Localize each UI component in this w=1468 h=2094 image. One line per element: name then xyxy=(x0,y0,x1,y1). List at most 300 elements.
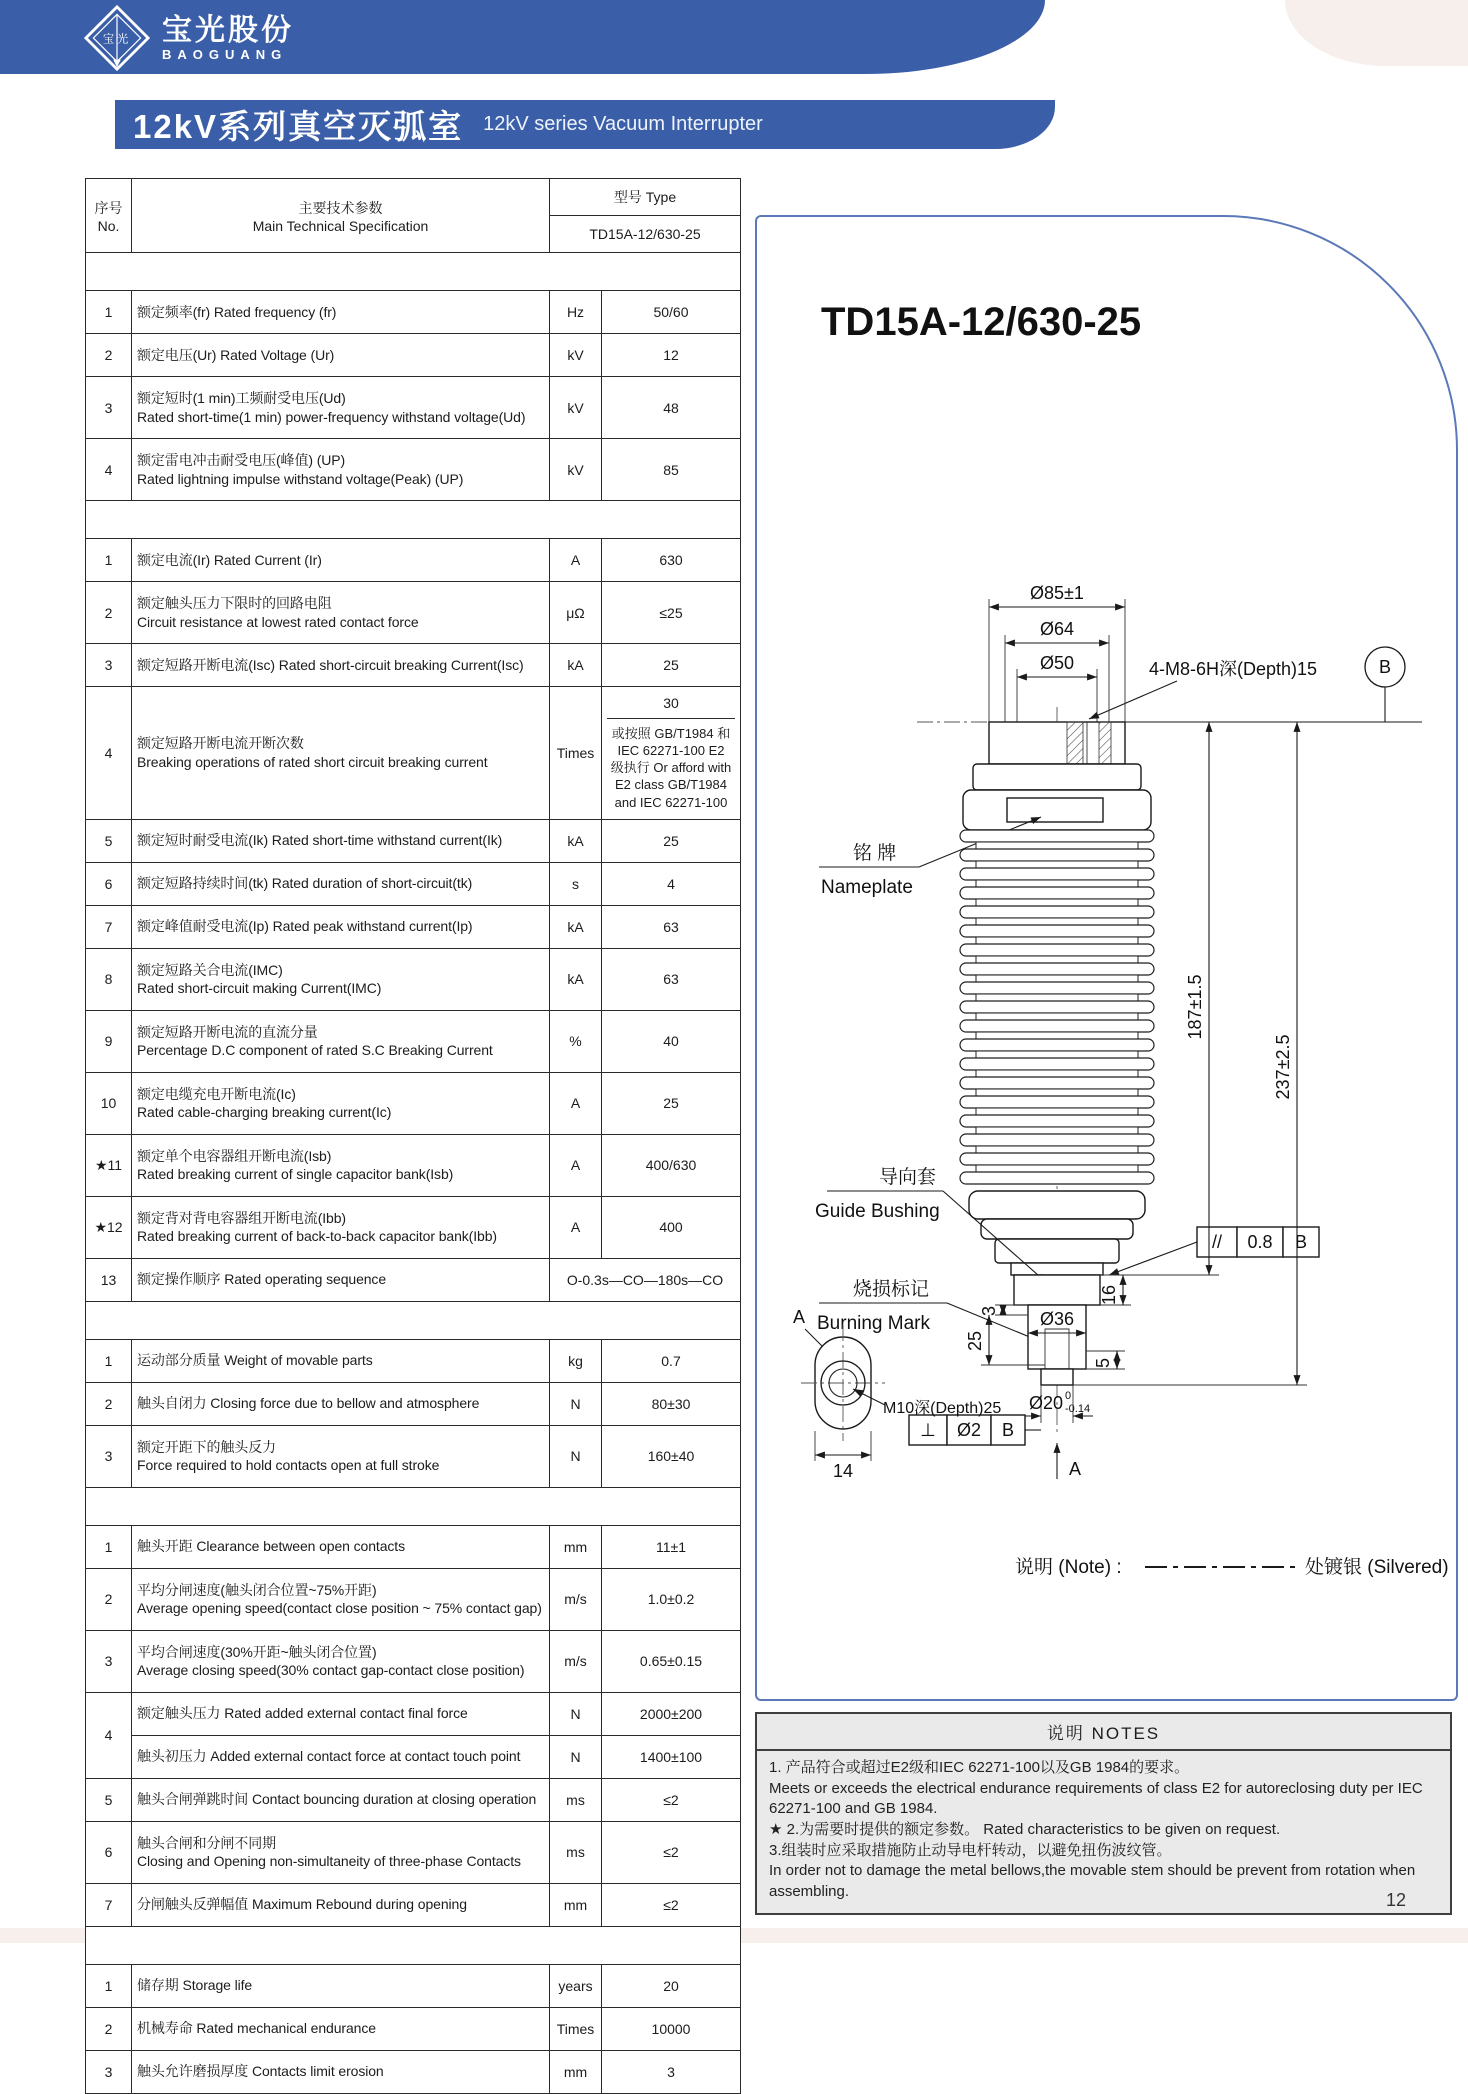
spec-unit: A xyxy=(550,539,602,582)
spec-name-line: 触头合闸弹跳时间 Contact bouncing duration at closing operation xyxy=(137,1791,537,1808)
spec-unit: ms xyxy=(550,1778,602,1821)
ceramic-fin-waist xyxy=(976,1070,1138,1077)
spec-name-line: Percentage D.C component of rated S.C Breaking Current xyxy=(137,1042,493,1059)
spec-value: 0.7 xyxy=(602,1339,741,1382)
drawing-model-title: TD15A-12/630-25 xyxy=(821,300,1142,344)
spec-unit: N xyxy=(550,1735,602,1778)
spec-unit: mm xyxy=(550,2050,602,2093)
dim-d20-tol-bottom: -0.14 xyxy=(1065,1403,1091,1415)
col-header-spec xyxy=(132,179,550,253)
spec-name-line: Rated breaking current of single capacitor bank(Isb) xyxy=(137,1166,454,1183)
table-row xyxy=(86,1134,741,1196)
burning-mark-label-cn: 烧损标记 xyxy=(853,1279,930,1300)
ceramic-fin-waist xyxy=(976,861,1138,868)
stem-upper-block xyxy=(1014,1275,1100,1305)
spec-name-line: 触头初压力 Added external contact force at contact touch point xyxy=(137,1748,521,1765)
spec-no: 3 xyxy=(86,2050,132,2093)
table-row xyxy=(86,1382,741,1425)
spec-value-merged: O-0.3s—CO—180s—CO xyxy=(550,1258,741,1301)
view-a-m10-label: M10深(Depth)25 xyxy=(883,1400,1002,1417)
spec-unit: N xyxy=(550,1692,602,1735)
perpendicularity-frame xyxy=(909,1415,1041,1445)
section-cut-a xyxy=(1057,1443,1081,1479)
table-row xyxy=(86,1630,741,1692)
spec-value: 80±30 xyxy=(602,1382,741,1425)
table-row xyxy=(86,862,741,905)
table-row xyxy=(86,948,741,1010)
spec-name xyxy=(132,1425,550,1487)
brand-block xyxy=(84,5,294,71)
notes-body xyxy=(757,1751,1450,1913)
spec-no: 5 xyxy=(86,1778,132,1821)
dim-16-label: 16 xyxy=(1099,1284,1119,1306)
spec-name-line: 额定背对背电容器组开断电流(Ibb) xyxy=(137,1209,346,1226)
table-row xyxy=(86,377,741,439)
dim-d20-tol-top: 0 xyxy=(1065,1390,1072,1402)
spec-value: 85 xyxy=(602,439,741,501)
table-row xyxy=(86,1010,741,1072)
table-row xyxy=(86,819,741,862)
par-symbol: // xyxy=(1211,1232,1223,1252)
ceramic-fin xyxy=(960,1096,1154,1108)
table-row xyxy=(86,1735,741,1778)
view-a-label: A xyxy=(793,1307,806,1327)
dim-25-label: 25 xyxy=(965,1330,985,1352)
ceramic-fin xyxy=(960,963,1154,975)
spec-no: 13 xyxy=(86,1258,132,1301)
col-header-no-cn: 序号 xyxy=(94,199,123,216)
table-row xyxy=(86,1778,741,1821)
col-header-type: 型号 Type xyxy=(550,179,741,216)
spec-no: 1 xyxy=(86,1339,132,1382)
table-row xyxy=(86,1821,741,1883)
spec-unit: m/s xyxy=(550,1568,602,1630)
ceramic-fin-waist xyxy=(976,937,1138,944)
ceramic-fin xyxy=(960,830,1154,842)
spec-name-line: 额定单个电容器组开断电流(Isb) xyxy=(137,1147,332,1164)
table-row xyxy=(86,334,741,377)
spec-value-split-bottom: 或按照 GB/T1984 和 IEC 62271-100 E2 级执行 Or afford with E2 class GB/T1984 and IEC 62271-100 xyxy=(610,726,732,810)
datum-b xyxy=(1365,647,1405,722)
col-header-spec-cn: 主要技术参数 xyxy=(298,199,383,216)
baoguang-logo xyxy=(84,5,150,71)
spec-name-line: 额定电流(Ir) Rated Current (Ir) xyxy=(137,551,322,568)
spec-name xyxy=(132,1258,550,1301)
spec-unit: % xyxy=(550,1010,602,1072)
spec-no: ★12 xyxy=(86,1196,132,1258)
spec-name xyxy=(132,377,550,439)
bottom-cap-3 xyxy=(995,1239,1119,1263)
ceramic-fin-waist xyxy=(976,880,1138,887)
bottom-cap-1 xyxy=(969,1191,1145,1219)
spec-no: 3 xyxy=(86,1425,132,1487)
section-row xyxy=(86,253,741,291)
spec-value: 25 xyxy=(602,819,741,862)
spec-name-line: 运动部分质量 Weight of movable parts xyxy=(137,1352,373,1369)
spec-value: 12 xyxy=(602,334,741,377)
spec-unit: kA xyxy=(550,948,602,1010)
section-header: 机械参数 MECHANICAL DATA xyxy=(86,1301,741,1339)
spec-name-line: 额定触头压力 Rated added external contact final force xyxy=(137,1705,468,1722)
ceramic-fin-waist xyxy=(976,1089,1138,1096)
spec-name-line: 额定操作顺序 Rated operating sequence xyxy=(137,1271,387,1288)
ceramic-fin-waist xyxy=(976,899,1138,906)
spec-name-line: 额定短路开断电流开断次数 xyxy=(137,735,304,752)
brand-name-en: BAOGUANG xyxy=(162,47,288,62)
burning-mark-label-en: Burning Mark xyxy=(817,1313,930,1334)
spec-name xyxy=(132,1568,550,1630)
spec-unit: m/s xyxy=(550,1630,602,1692)
spec-name-line: Breaking operations of rated short circuit breaking current xyxy=(137,753,488,770)
ceramic-fin-waist xyxy=(976,918,1138,925)
spec-name xyxy=(132,439,550,501)
bottom-cap-2 xyxy=(981,1219,1133,1239)
spec-value: 50/60 xyxy=(602,291,741,334)
section-row xyxy=(86,1926,741,1964)
spec-value: 1.0±0.2 xyxy=(602,1568,741,1630)
table-row xyxy=(86,439,741,501)
spec-no: 2 xyxy=(86,1382,132,1425)
spec-value: 25 xyxy=(602,1072,741,1134)
spec-name xyxy=(132,1735,550,1778)
spec-unit: A xyxy=(550,1072,602,1134)
spec-no: 1 xyxy=(86,539,132,582)
spec-name-line: Circuit resistance at lowest rated contact force xyxy=(137,613,419,630)
spec-value: 2000±200 xyxy=(602,1692,741,1735)
table-row xyxy=(86,1525,741,1568)
ceramic-fin-waist xyxy=(976,842,1138,849)
spec-unit: kV xyxy=(550,377,602,439)
ceramic-fin xyxy=(960,887,1154,899)
spec-name-line: 额定短时耐受电流(Ik) Rated short-time withstand current(Ik) xyxy=(137,832,503,849)
spec-no: 2 xyxy=(86,582,132,644)
spec-value: 63 xyxy=(602,905,741,948)
spec-unit: ms xyxy=(550,1821,602,1883)
dim-d50-label: Ø50 xyxy=(1039,653,1075,673)
table-row xyxy=(86,582,741,644)
flange-hatch-right xyxy=(1099,722,1111,764)
corner-decoration xyxy=(1285,0,1468,66)
ceramic-fin xyxy=(960,906,1154,918)
note-line: ★ 2.为需要时提供的额定参数。 Rated characteristics to be given on request. xyxy=(769,1821,1281,1839)
ceramic-fin xyxy=(960,1134,1154,1146)
spec-name-line: 额定开距下的触头反力 xyxy=(137,1438,276,1455)
silvered-note xyxy=(1015,1556,1449,1578)
spec-name xyxy=(132,1382,550,1425)
spec-unit: N xyxy=(550,1425,602,1487)
flange-hatch-left xyxy=(1067,722,1083,764)
brand-text xyxy=(162,14,294,62)
spec-name-line: Rated lightning impulse withstand voltage(Peak) (UP) xyxy=(137,470,464,487)
dim-d85-label: Ø85±1 xyxy=(1030,583,1084,603)
dim-237-label: 237±2.5 xyxy=(1273,1034,1293,1100)
technical-drawing xyxy=(757,217,1452,1695)
spec-no: 2 xyxy=(86,334,132,377)
note-line: 1. 产品符合或超过E2级和IEC 62271-100以及GB 1984的要求。 xyxy=(769,1759,1190,1776)
table-row xyxy=(86,1258,741,1301)
ceramic-fin xyxy=(960,1077,1154,1089)
spec-name xyxy=(132,334,550,377)
col-header-no xyxy=(86,179,132,253)
spec-unit: mm xyxy=(550,1883,602,1926)
ceramic-fin-waist xyxy=(976,956,1138,963)
spec-value: 400/630 xyxy=(602,1134,741,1196)
ceramic-fin xyxy=(960,1020,1154,1032)
spec-unit: kV xyxy=(550,334,602,377)
spec-name-line: Rated short-circuit making Current(IMC) xyxy=(137,980,382,997)
col-header-spec-en: Main Technical Specification xyxy=(252,217,429,234)
note-line: 3.组装时应采取措施防止动导电杆转动，以避免扭伤波纹管。 xyxy=(769,1841,1172,1859)
spec-value: 160±40 xyxy=(602,1425,741,1487)
spec-name-line: 额定触头压力下限时的回路电阻 xyxy=(137,594,332,611)
table-row xyxy=(86,1964,741,2007)
spec-value: 0.65±0.15 xyxy=(602,1630,741,1692)
spec-name xyxy=(132,1134,550,1196)
dimension-5 xyxy=(1086,1351,1125,1369)
ceramic-fin xyxy=(960,1039,1154,1051)
page-title-cn: 12kV系列真空灭弧室 xyxy=(133,108,464,145)
stem-collar-d20 xyxy=(1041,1369,1073,1385)
note-line: Meets or exceeds the electrical endurance requirements of class E2 for autoreclosing duty per IEC 62271-100 and GB 1984. xyxy=(769,1779,1423,1818)
spec-name-line: 触头合闸和分闸不同期 xyxy=(137,1834,276,1851)
nameplate-rect xyxy=(1007,798,1103,822)
spec-name-line: 分闸触头反弹幅值 Maximum Rebound during opening xyxy=(137,1896,467,1913)
spec-name xyxy=(132,1072,550,1134)
spec-name xyxy=(132,1964,550,2007)
par-datum: B xyxy=(1294,1232,1308,1252)
spec-value: 1400±100 xyxy=(602,1735,741,1778)
spec-name xyxy=(132,1821,550,1883)
spec-no: 4 xyxy=(86,1692,132,1778)
notes-box xyxy=(755,1712,1452,1915)
spec-unit: years xyxy=(550,1964,602,2007)
section-header: 寿命 LIFE xyxy=(86,1926,741,1964)
spec-unit: Hz xyxy=(550,291,602,334)
spec-name xyxy=(132,1692,550,1735)
section-row xyxy=(86,1487,741,1525)
nameplate-label-en: Nameplate xyxy=(821,877,913,898)
spec-unit: kg xyxy=(550,1339,602,1382)
page-title-bar xyxy=(115,100,1055,149)
ceramic-bellows xyxy=(960,830,1154,1184)
spec-value: ≤2 xyxy=(602,1821,741,1883)
spec-no: 1 xyxy=(86,1964,132,2007)
logo-glyphs: 宝光 xyxy=(102,33,132,46)
spec-no: 2 xyxy=(86,1568,132,1630)
ceramic-fin xyxy=(960,944,1154,956)
spec-name xyxy=(132,1883,550,1926)
spec-name-line: 额定短路开断电流的直流分量 xyxy=(137,1023,318,1040)
section-cut-a-label: A xyxy=(1069,1459,1082,1479)
dimension-16 xyxy=(1099,1275,1131,1305)
ceramic-fin xyxy=(960,1172,1154,1184)
spec-no: 9 xyxy=(86,1010,132,1072)
table-row xyxy=(86,687,741,820)
spec-no: 4 xyxy=(86,439,132,501)
spec-name xyxy=(132,2050,550,2093)
spec-no: 1 xyxy=(86,291,132,334)
spec-no: ★11 xyxy=(86,1134,132,1196)
spec-unit: A xyxy=(550,1134,602,1196)
dim-3-label: 3 xyxy=(979,1305,999,1317)
ceramic-fin xyxy=(960,868,1154,880)
spec-unit: Times xyxy=(550,687,602,820)
spec-value-split xyxy=(602,687,741,820)
spec-value: 4 xyxy=(602,862,741,905)
spec-name xyxy=(132,582,550,644)
spec-name xyxy=(132,905,550,948)
spec-name xyxy=(132,1196,550,1258)
spec-unit: s xyxy=(550,862,602,905)
col-header-no-en: No. xyxy=(97,217,120,234)
dim-d20-label: Ø20 xyxy=(1028,1393,1063,1413)
spec-name-line: 额定短路持续时间(tk) Rated duration of short-circuit(tk) xyxy=(137,875,473,892)
spec-name xyxy=(132,1010,550,1072)
table-row xyxy=(86,1425,741,1487)
ceramic-fin-waist xyxy=(976,1013,1138,1020)
spec-name-line: 触头自闭力 Closing force due to bellow and atmosphere xyxy=(137,1395,480,1412)
ceramic-fin xyxy=(960,1115,1154,1127)
spec-value: 48 xyxy=(602,377,741,439)
datum-b-label: B xyxy=(1378,657,1392,677)
spec-no: 7 xyxy=(86,1883,132,1926)
perp-symbol: ⊥ xyxy=(920,1420,936,1440)
silvered-note-suffix: 处镀银 (Silvered) xyxy=(1305,1557,1449,1578)
spec-name xyxy=(132,948,550,1010)
spec-name xyxy=(132,2007,550,2050)
dimension-3 xyxy=(979,1305,1028,1316)
note-line: In order not to damage the metal bellows,the movable stem should be prevent from rotation when assembling. xyxy=(769,1862,1416,1901)
spec-no: 7 xyxy=(86,905,132,948)
section-header: 电流参数 CURRENT RATINGS xyxy=(86,501,741,539)
spec-name xyxy=(132,1630,550,1692)
spec-no: 8 xyxy=(86,948,132,1010)
ceramic-fin-waist xyxy=(976,1165,1138,1172)
table-row xyxy=(86,1692,741,1735)
spec-unit: N xyxy=(550,1382,602,1425)
spec-name-line: 机械寿命 Rated mechanical endurance xyxy=(137,2020,376,2037)
spec-value: ≤25 xyxy=(602,582,741,644)
spec-name xyxy=(132,1778,550,1821)
spec-name-line: Average opening speed(contact close position ~ 75% contact gap) xyxy=(137,1600,542,1617)
ceramic-fin-waist xyxy=(976,1032,1138,1039)
spec-name-line: 平均合闸速度(30%开距~触头闭合位置) xyxy=(137,1643,377,1660)
ceramic-fin xyxy=(960,1001,1154,1013)
spec-no: 5 xyxy=(86,819,132,862)
spec-name-line: Force required to hold contacts open at full stroke xyxy=(137,1457,440,1474)
spec-name-line: 平均分闸速度(触头闭合位置~75%开距) xyxy=(137,1581,377,1598)
table-row xyxy=(86,291,741,334)
ceramic-fin xyxy=(960,925,1154,937)
spec-name-line: 额定短路关合电流(IMC) xyxy=(137,961,283,978)
spec-name-line: Rated cable-charging breaking current(Ic) xyxy=(137,1104,392,1121)
spec-name-line: 储存期 Storage life xyxy=(137,1977,253,1994)
spec-value: ≤2 xyxy=(602,1883,741,1926)
page-number: 12 xyxy=(1386,1890,1407,1910)
spec-unit: kA xyxy=(550,644,602,687)
drawing-panel xyxy=(755,215,1458,1701)
spec-unit: mm xyxy=(550,1525,602,1568)
notes-title: 说明 NOTES xyxy=(757,1714,1450,1751)
parallelism-frame xyxy=(1109,1227,1319,1275)
spec-no: 6 xyxy=(86,862,132,905)
silvered-note-prefix: 说明 (Note) : xyxy=(1015,1557,1122,1578)
dim-d64-label: Ø64 xyxy=(1039,619,1075,639)
dim-5-label: 5 xyxy=(1093,1357,1113,1369)
table-row xyxy=(86,905,741,948)
perp-datum: B xyxy=(1001,1420,1015,1440)
ceramic-fin-waist xyxy=(976,1146,1138,1153)
table-row xyxy=(86,1883,741,1926)
ceramic-fin xyxy=(960,1058,1154,1070)
spec-value: ≤2 xyxy=(602,1778,741,1821)
guide-bushing-label-en: Guide Bushing xyxy=(815,1201,940,1222)
spec-no: 3 xyxy=(86,377,132,439)
table-row xyxy=(86,1339,741,1382)
ceramic-fin-waist xyxy=(976,1051,1138,1058)
table-row xyxy=(86,539,741,582)
section-row xyxy=(86,501,741,539)
spec-value: 11±1 xyxy=(602,1525,741,1568)
table-row xyxy=(86,2050,741,2093)
ceramic-fin xyxy=(960,982,1154,994)
spec-no: 3 xyxy=(86,644,132,687)
nameplate-label-cn: 铭 牌 xyxy=(853,843,897,864)
spec-name-line: 额定电压(Ur) Rated Voltage (Ur) xyxy=(137,346,335,363)
spec-name-line: 额定短路开断电流(Isc) Rated short-circuit breaking Current(Isc) xyxy=(137,656,524,673)
spec-value: 20 xyxy=(602,1964,741,2007)
brand-name-cn: 宝光股份 xyxy=(162,14,294,47)
spec-name-line: 额定电缆充电开断电流(Ic) xyxy=(137,1085,296,1102)
ceramic-fin-waist xyxy=(976,1108,1138,1115)
bottom-cap-4 xyxy=(1011,1263,1103,1275)
spec-name-line: 额定峰值耐受电流(Ip) Rated peak withstand current(Ip) xyxy=(137,918,473,935)
dim-14-label: 14 xyxy=(832,1461,854,1481)
spec-unit: kV xyxy=(550,439,602,501)
spec-unit: Times xyxy=(550,2007,602,2050)
spec-name xyxy=(132,819,550,862)
spec-value: 63 xyxy=(602,948,741,1010)
guide-bushing-label-cn: 导向套 xyxy=(879,1167,937,1188)
perp-value: Ø2 xyxy=(956,1420,982,1440)
spec-no: 6 xyxy=(86,1821,132,1883)
spec-name-line: Rated short-time(1 min) power-frequency withstand voltage(Ud) xyxy=(137,408,526,425)
spec-name-line: Closing and Opening non-simultaneity of three-phase Contacts xyxy=(137,1853,521,1870)
spec-no: 4 xyxy=(86,687,132,820)
ceramic-fin-waist xyxy=(976,1127,1138,1134)
spec-name-line: Rated breaking current of back-to-back capacitor bank(Ibb) xyxy=(137,1228,497,1245)
ceramic-fin-waist xyxy=(976,994,1138,1001)
table-row xyxy=(86,1072,741,1134)
spec-no: 3 xyxy=(86,1630,132,1692)
spec-value: 10000 xyxy=(602,2007,741,2050)
page-title-en: 12kV series Vacuum Interrupter xyxy=(483,113,763,135)
col-header-type-value: TD15A-12/630-25 xyxy=(550,216,741,253)
spec-unit: A xyxy=(550,1196,602,1258)
spec-name-line: 额定短时(1 min)工频耐受电压(Ud) xyxy=(137,389,346,406)
spec-name xyxy=(132,1339,550,1382)
spec-name-line: 额定频率(fr) Rated frequency (fr) xyxy=(137,303,337,320)
spec-name xyxy=(132,1525,550,1568)
spec-name xyxy=(132,862,550,905)
spec-name-line: 触头开距 Clearance between open contacts xyxy=(137,1538,405,1555)
section-header: 对开关机械特性需求 MECHANICAL REQUIREMENTS xyxy=(86,1487,741,1525)
spec-name-line: Average closing speed(30% contact gap-contact close position) xyxy=(137,1662,525,1679)
top-step-1 xyxy=(973,764,1141,790)
dim-d36-label: Ø36 xyxy=(1039,1309,1075,1329)
spec-no: 10 xyxy=(86,1072,132,1134)
table-row xyxy=(86,644,741,687)
